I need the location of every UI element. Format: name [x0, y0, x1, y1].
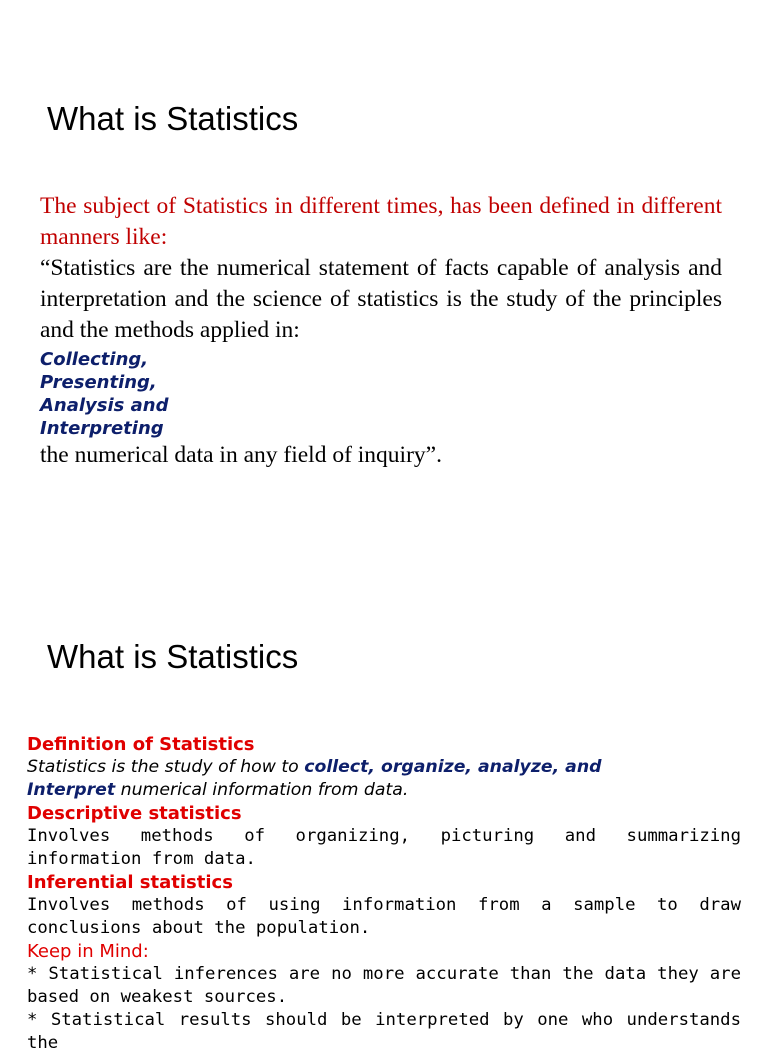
definition-emphasis-interpret: Interpret	[27, 780, 116, 800]
slide-title: What is Statistics	[47, 100, 299, 137]
quote-paragraph: “Statistics are the numerical statement of facts capable of analysis and interpretation and the science of statistics is the study of the principles and the methods applied in:	[40, 255, 722, 343]
keep-point: * Statistical inferences are no more accurate than the data they are based on weakest sources.	[27, 964, 741, 1007]
methods-list	[40, 348, 722, 440]
list-item: Collecting,	[40, 349, 149, 370]
definition-text	[27, 756, 741, 802]
slide-what-is-statistics-2	[0, 560, 768, 1053]
definition-prefix: Statistics is the study of how to	[27, 757, 305, 777]
slide-body	[40, 191, 722, 471]
slide-what-is-statistics-1	[0, 0, 768, 512]
intro-paragraph: The subject of Statistics in different times, has been defined in different manners like:	[40, 193, 722, 250]
inferential-heading: Inferential statistics	[27, 872, 233, 893]
definition-heading: Definition of Statistics	[27, 734, 255, 755]
list-item: Analysis and	[40, 395, 169, 416]
descriptive-text: Involves methods of organizing, picturing and summarizing information from data.	[27, 826, 741, 869]
descriptive-heading: Descriptive statistics	[27, 803, 242, 824]
list-item: Interpreting	[40, 418, 164, 439]
keep-in-mind-heading: Keep in Mind:	[27, 941, 149, 962]
slide-body	[27, 733, 741, 1055]
definition-emphasis: collect, organize, analyze, and	[304, 757, 602, 777]
list-item: Presenting,	[40, 372, 157, 393]
inferential-text: Involves methods of using information from a sample to draw conclusions about the population.	[27, 895, 741, 938]
definition-suffix: numerical information from data.	[115, 780, 409, 800]
keep-point: * Statistical results should be interpreted by one who understands the	[27, 1010, 741, 1053]
closing-paragraph: the numerical data in any field of inquiry”.	[40, 442, 442, 468]
slide-title: What is Statistics	[47, 638, 299, 675]
